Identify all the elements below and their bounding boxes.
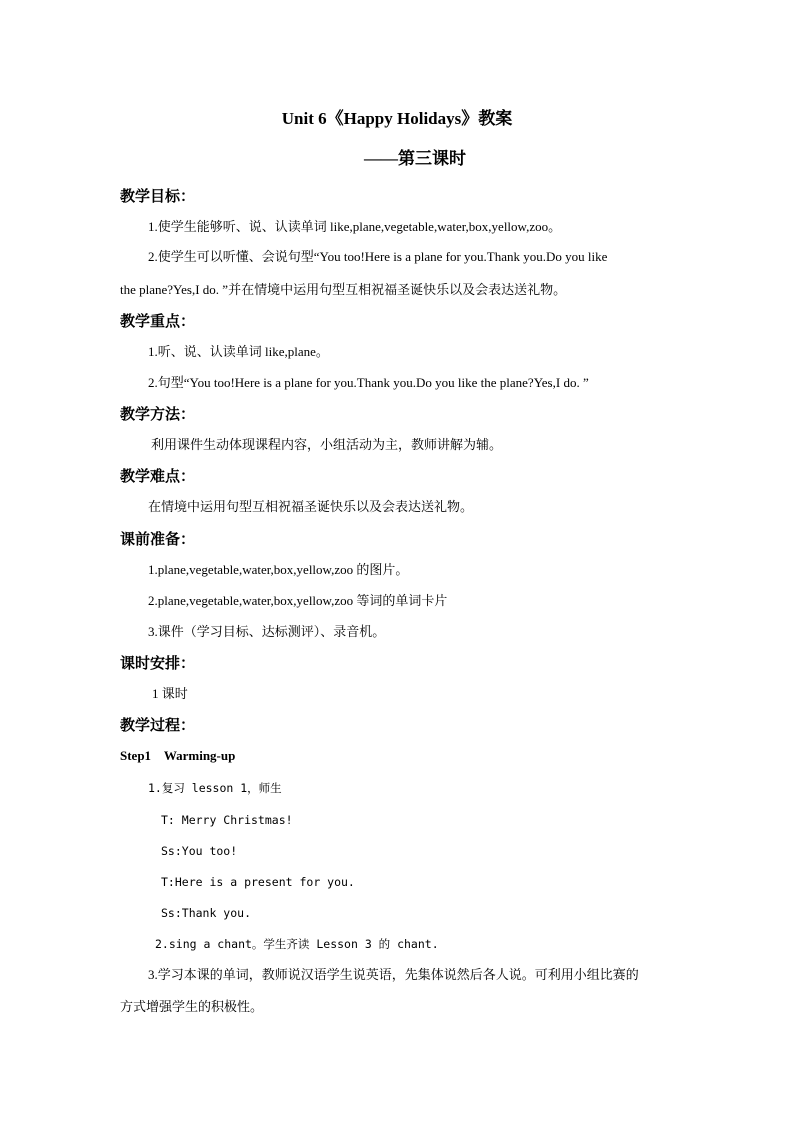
- method-item: 利用课件生动体现课程内容，小组活动为主，教师讲解为辅。: [151, 437, 503, 452]
- process-heading: 教学过程：: [120, 716, 196, 734]
- process-item-text: 1.复习 lesson 1，师生: [148, 781, 282, 795]
- schedule-item: 1 课时: [152, 686, 188, 701]
- difficulties-heading: 教学难点：: [120, 467, 196, 485]
- dialogue-line: T: Merry Christmas!: [161, 813, 293, 827]
- key-points-heading: 教学重点：: [120, 312, 196, 330]
- methods-heading: 教学方法：: [120, 405, 196, 423]
- dialogue-line: T:Here is a present for you.: [161, 875, 355, 889]
- objectives-heading: 教学目标：: [120, 187, 196, 205]
- preparation-item: 2.plane,vegetable,water,box,yellow,zoo 等词的单词卡片: [148, 593, 448, 608]
- key-point-item: 2.句型“You too!Here is a plane for you.Thank you.Do you like the plane?Yes,I do. ”: [148, 375, 589, 390]
- preparation-item: 1.plane,vegetable,water,box,yellow,zoo 的图片。: [148, 562, 409, 577]
- process-item: 方式增强学生的积极性。: [120, 999, 264, 1014]
- process-item: [148, 779, 282, 797]
- key-point-item: 1.听、说、认读单词 like,plane。: [148, 344, 329, 359]
- dialogue-line: Ss:Thank you.: [161, 906, 252, 920]
- process-item: 2.sing a chant。学生齐读 Lesson 3 的 chant.: [155, 937, 439, 951]
- objective-item: the plane?Yes,I do. ”并在情境中运用句型互相祝福圣诞快乐以及会表达送礼物。: [120, 282, 567, 297]
- preparation-heading: 课前准备：: [120, 530, 196, 548]
- difficulty-item: 在情境中运用句型互相祝福圣诞快乐以及会表达送礼物。: [148, 499, 474, 514]
- preparation-item: 3.课件（学习目标、达标测评）、录音机。: [148, 624, 386, 639]
- document-subtitle: ——第三课时: [364, 149, 466, 168]
- document-title: Unit 6《Happy Holidays》教案: [281, 109, 513, 128]
- dialogue-line: Ss:You too!: [161, 844, 238, 858]
- schedule-heading: 课时安排：: [120, 654, 196, 672]
- step1-heading: Step1 Warming-up: [120, 748, 236, 763]
- process-item: 3.学习本课的单词，教师说汉语学生说英语，先集体说然后各人说。可利用小组比赛的: [148, 967, 639, 982]
- objective-item: 2.使学生可以听懂、会说句型“You too!Here is a plane for you.Thank you.Do you like: [148, 249, 608, 264]
- objective-item: 1.使学生能够听、说、认读单词 like,plane,vegetable,water,box,yellow,zoo。: [148, 219, 562, 234]
